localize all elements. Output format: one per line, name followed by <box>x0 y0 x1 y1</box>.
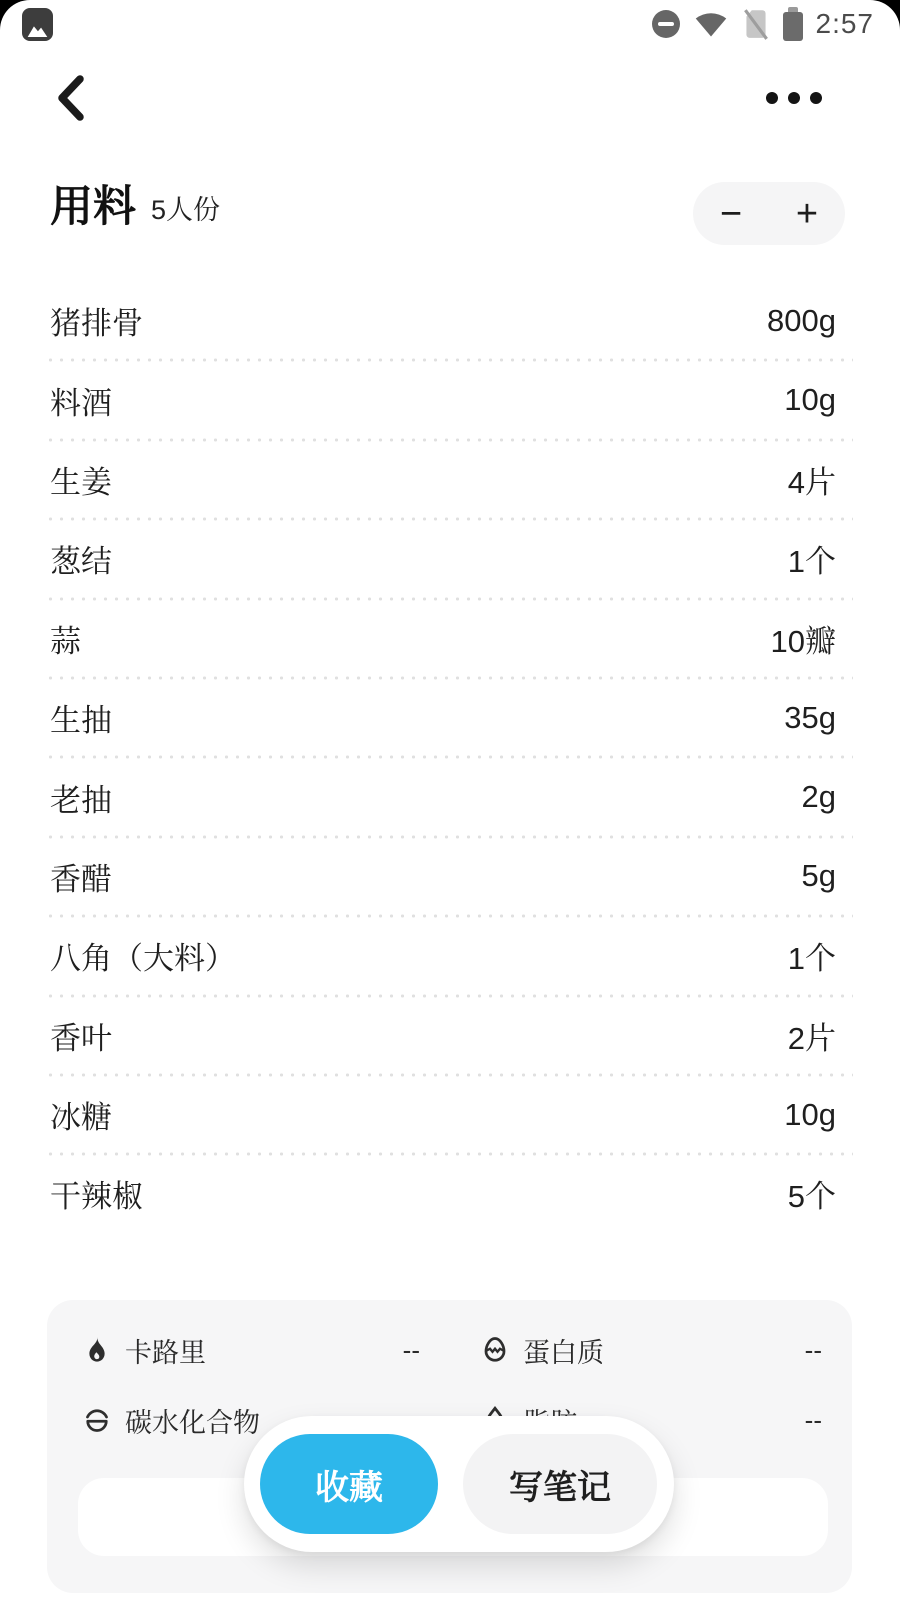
ingredient-amount: 1个 <box>787 544 836 580</box>
wifi-icon <box>693 9 729 39</box>
ingredient-name: 生姜 <box>50 464 112 500</box>
ingredient-name: 蒜 <box>50 623 81 659</box>
favorite-button[interactable]: 收藏 <box>260 1434 438 1534</box>
ingredient-name: 香醋 <box>50 861 112 897</box>
ingredient-list <box>50 281 836 1234</box>
ingredient-name: 八角（大料） <box>50 941 236 977</box>
ingredient-row <box>50 519 836 598</box>
status-icons <box>652 0 875 48</box>
ingredient-row <box>50 281 836 360</box>
egg-icon <box>480 1334 510 1366</box>
nutrition-value: -- <box>804 1334 822 1365</box>
ingredient-amount: 1个 <box>787 941 836 977</box>
bowl-icon <box>82 1404 112 1436</box>
more-options-icon <box>766 92 778 104</box>
ingredient-row <box>50 678 836 757</box>
ingredient-row <box>50 757 836 836</box>
ingredient-amount: 10g <box>784 382 836 418</box>
nutrition-label: 蛋白质 <box>523 1337 604 1368</box>
floating-action-bar <box>244 1416 674 1552</box>
ingredient-amount: 10g <box>784 1096 836 1132</box>
ingredient-name: 猪排骨 <box>50 306 143 342</box>
ingredient-amount: 2片 <box>787 1020 836 1056</box>
status-time: 2:57 <box>815 8 874 39</box>
ingredient-row <box>50 837 836 916</box>
ingredient-name: 冰糖 <box>50 1100 112 1136</box>
ingredient-row <box>50 360 836 439</box>
status-bar <box>0 0 900 48</box>
nutrition-value: -- <box>804 1404 822 1435</box>
ingredient-name: 香叶 <box>50 1020 112 1056</box>
ingredient-amount: 35g <box>784 699 836 735</box>
ingredient-amount: 4片 <box>787 464 836 500</box>
flame-icon <box>82 1334 112 1366</box>
nutrition-item-calories <box>82 1328 420 1372</box>
gallery-icon <box>22 8 53 41</box>
ingredient-name: 干辣椒 <box>50 1179 143 1215</box>
ingredient-name: 料酒 <box>50 385 112 421</box>
servings-label: 5人份 <box>151 195 221 226</box>
ingredient-amount: 2g <box>801 779 836 815</box>
do-not-disturb-icon <box>652 10 680 38</box>
ingredient-row <box>50 1154 836 1233</box>
ingredient-name: 生抽 <box>50 703 112 739</box>
ingredient-amount: 10瓣 <box>770 623 836 659</box>
more-options-button[interactable] <box>762 88 826 108</box>
back-button[interactable] <box>52 72 92 124</box>
nutrition-item-protein <box>480 1328 822 1372</box>
ingredient-row <box>50 1075 836 1154</box>
ingredient-amount: 800g <box>767 302 836 338</box>
ingredient-amount: 5g <box>801 858 836 894</box>
ingredient-row <box>50 916 836 995</box>
ingredient-row <box>50 440 836 519</box>
ingredient-name: 葱结 <box>50 544 112 580</box>
ingredient-row <box>50 996 836 1075</box>
ingredient-row <box>50 599 836 678</box>
back-icon <box>52 72 92 124</box>
ingredient-name: 老抽 <box>50 782 112 818</box>
no-sim-icon <box>742 7 770 41</box>
servings-stepper <box>693 182 845 245</box>
write-note-button[interactable]: 写笔记 <box>463 1434 657 1534</box>
page-title: 用料 <box>50 183 136 231</box>
ingredient-amount: 5个 <box>787 1179 836 1215</box>
ingredients-header <box>50 184 220 231</box>
nutrition-label: 碳水化合物 <box>125 1407 260 1438</box>
nutrition-value: -- <box>402 1334 420 1365</box>
nutrition-label: 卡路里 <box>125 1337 206 1368</box>
increase-servings-button[interactable]: + <box>795 192 819 235</box>
decrease-servings-button[interactable]: − <box>719 192 743 235</box>
battery-icon <box>783 7 803 41</box>
